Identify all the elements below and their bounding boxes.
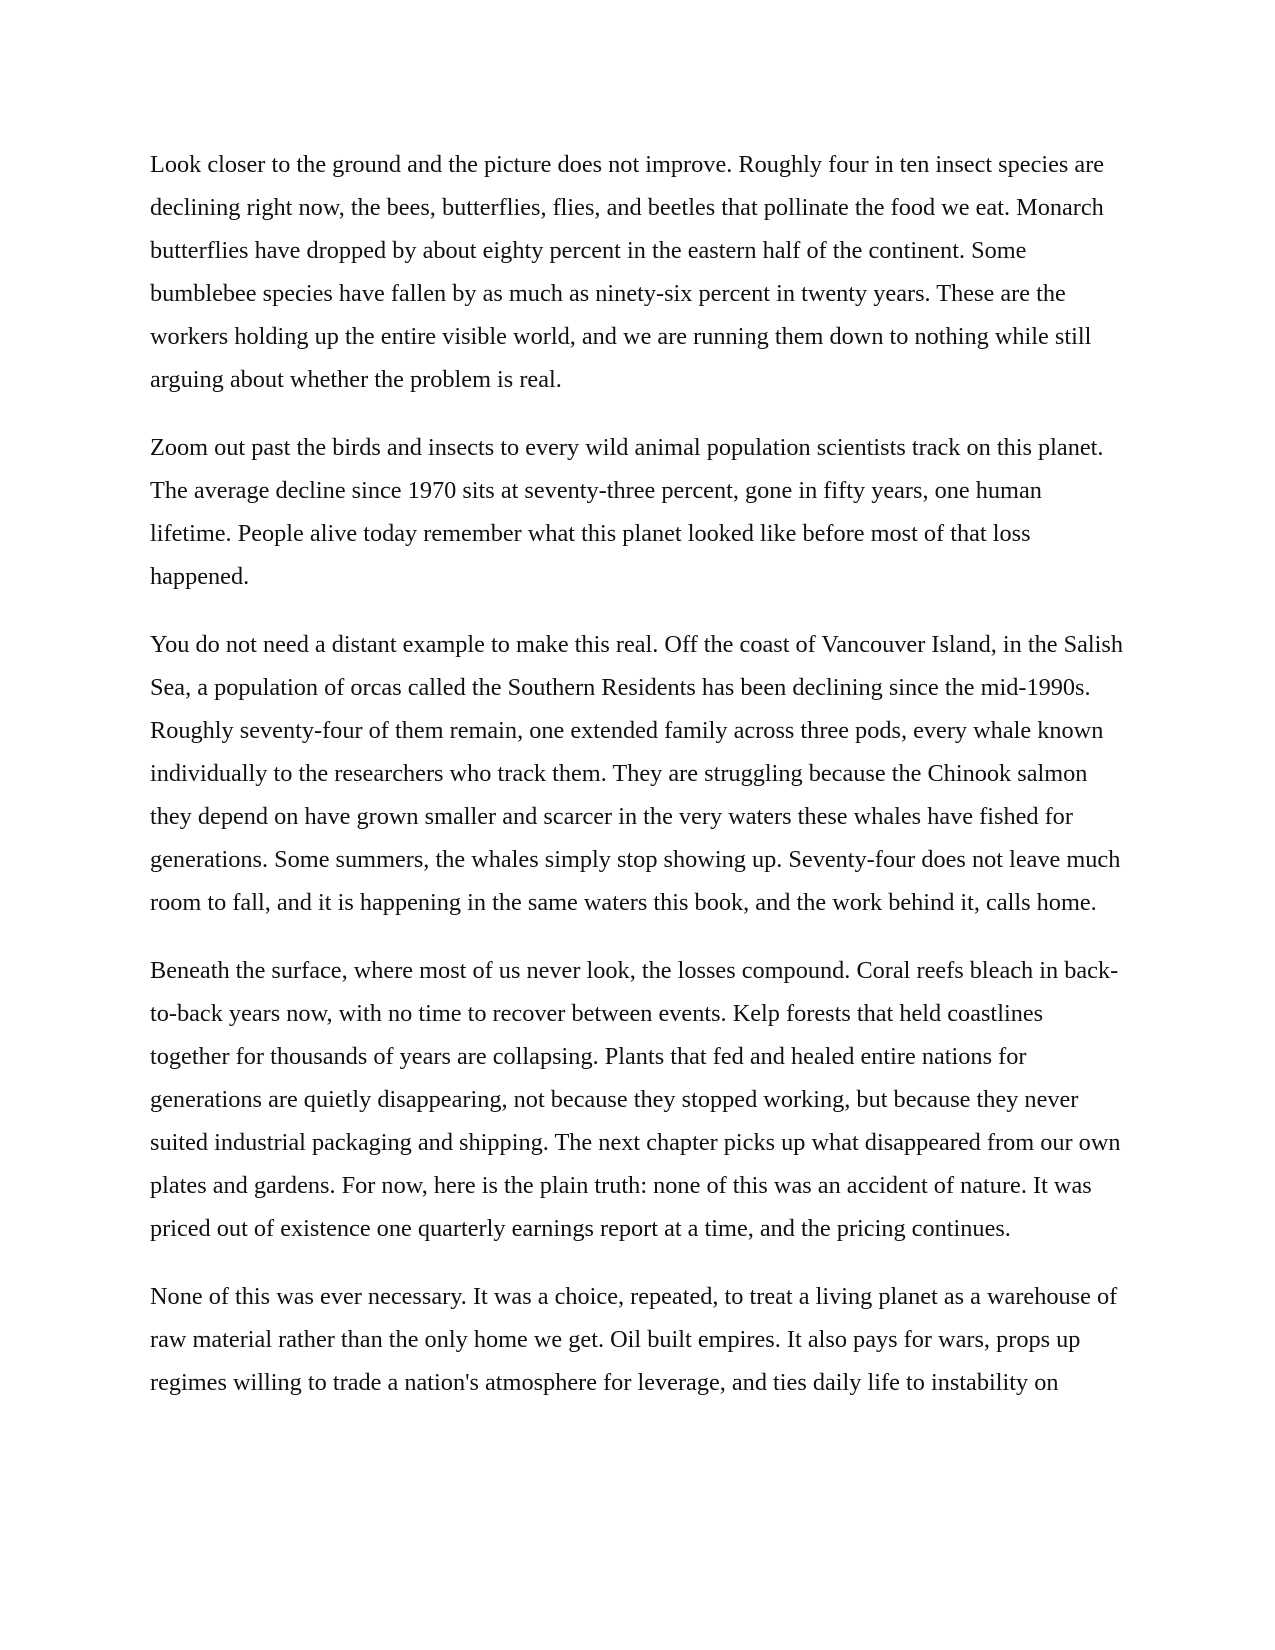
paragraph-choice: None of this was ever necessary. It was a choice, repeated, to treat a living planet as a warehouse of raw material rather than the only home we get. Oil built empires. It also pays for wars, props up regimes willing to trade a nation's atmosphere for leverage, and ties daily life to instability on bbox=[150, 1283, 1118, 1396]
paragraph-insects: Look closer to the ground and the picture does not improve. Roughly four in ten insect species are declining right now, the bees, butterflies, flies, and beetles that pollinate the food we eat. Monarch butterflies have dropped by about eighty percent in the eastern half of the continent. Some bumblebee species have fallen by as much as ninety-six percent in twenty years. These are the workers holding up the entire visible world, and we are running them down to nothing while still arguing about whether the problem is real. bbox=[150, 151, 1105, 393]
body-text bbox=[150, 143, 1128, 1429]
paragraph-beneath-surface: Beneath the surface, where most of us never look, the losses compound. Coral reefs bleach in back-to-back years now, with no time to recover between events. Kelp forests that held coastlines together for thousands of years are collapsing. Plants that fed and healed entire nations for generations are quietly disappearing, not because they stopped working, but because they never suited industrial packaging and shipping. The next chapter picks up what disappeared from our own plates and gardens. For now, here is the plain truth: none of this was an accident of nature. It was priced out of existence one quarterly earnings report at a time, and the pricing continues. bbox=[150, 957, 1121, 1242]
paragraph-wildlife-decline: Zoom out past the birds and insects to every wild animal population scientists track on this planet. The average decline since 1970 sits at seventy-three percent, gone in fifty years, one human lifetime. People alive today remember what this planet looked like before most of that loss happened. bbox=[150, 434, 1104, 590]
paragraph-southern-residents: You do not need a distant example to make this real. Off the coast of Vancouver Island, in the Salish Sea, a population of orcas called the Southern Residents has been declining since the mid-1990s. Roughly seventy-four of them remain, one extended family across three pods, every whale known individually to the researchers who track them. They are struggling because the Chinook salmon they depend on have grown smaller and scarcer in the very waters these whales have fished for generations. Some summers, the whales simply stop showing up. Seventy-four does not leave much room to fall, and it is happening in the same waters this book, and the work behind it, calls home. bbox=[150, 631, 1124, 916]
